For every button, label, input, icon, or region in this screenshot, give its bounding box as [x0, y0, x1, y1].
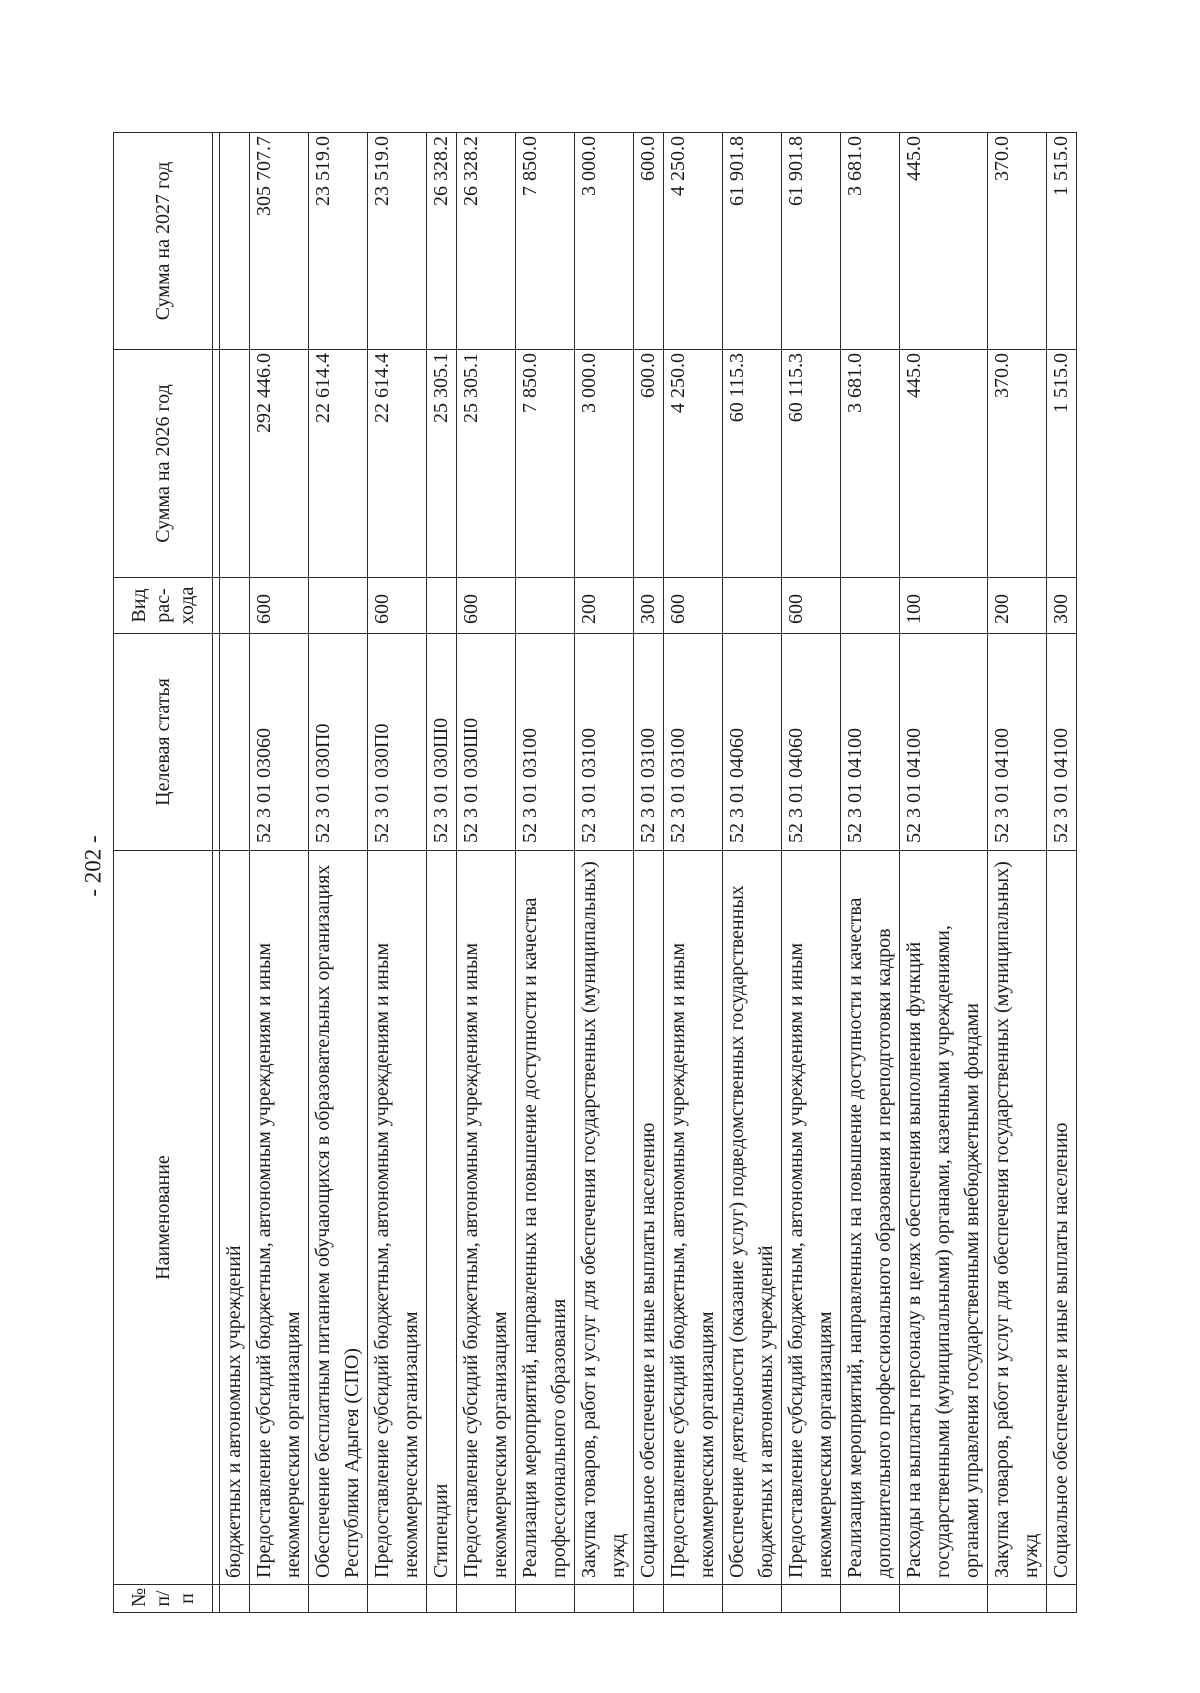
- row-name-cell: Социальное обеспечение и иные выплаты населению: [1047, 851, 1077, 1585]
- row-sum-2026-cell: 370.0: [988, 350, 1047, 578]
- row-code-cell: 52 3 01 030Ш0: [427, 634, 457, 851]
- row-code-cell: 52 3 01 03100: [516, 634, 575, 851]
- row-sum-2027-cell: [220, 133, 250, 350]
- row-number-cell: [782, 1585, 841, 1613]
- spacer-cell: [213, 578, 220, 634]
- row-sum-2027-cell: 26 328.2: [427, 133, 457, 350]
- row-sum-2026-cell: 292 446.0: [250, 350, 309, 578]
- row-sum-2027-cell: 23 519.0: [309, 133, 368, 350]
- row-name-cell: Предоставление субсидий бюджетным, автономным учреждениям и иным некоммерческим организациям: [664, 851, 723, 1585]
- row-sum-2027-cell: 3 000.0: [575, 133, 634, 350]
- row-code-cell: 52 3 01 03100: [634, 634, 664, 851]
- row-expense-type-cell: [220, 578, 250, 634]
- row-sum-2027-cell: 7 850.0: [516, 133, 575, 350]
- row-number-cell: [368, 1585, 427, 1613]
- spacer-cell: [213, 1585, 220, 1613]
- table-row: [1047, 133, 1077, 1613]
- row-name-cell: Социальное обеспечение и иные выплаты населению: [634, 851, 664, 1585]
- table-row: [427, 133, 457, 1613]
- row-code-cell: 52 3 01 04100: [988, 634, 1047, 851]
- row-expense-type-cell: 100: [900, 578, 988, 634]
- row-sum-2026-cell: 60 115.3: [723, 350, 782, 578]
- row-sum-2027-cell: 61 901.8: [723, 133, 782, 350]
- row-sum-2026-cell: 22 614.4: [309, 350, 368, 578]
- row-expense-type-cell: 300: [634, 578, 664, 634]
- row-number-cell: [1047, 1585, 1077, 1613]
- row-code-cell: 52 3 01 030Ш0: [457, 634, 516, 851]
- header-name: Наименование: [114, 851, 213, 1585]
- row-name-cell: Обеспечение бесплатным питанием обучающихся в образовательных организациях Республики Адыгея (СПО): [309, 851, 368, 1585]
- page-number: [74, 835, 114, 897]
- spacer-cell: [213, 851, 220, 1585]
- row-code-cell: 52 3 01 03100: [664, 634, 723, 851]
- rotated-page-content: [113, 133, 1072, 1613]
- row-expense-type-cell: [516, 578, 575, 634]
- row-code-cell: 52 3 01 03060: [250, 634, 309, 851]
- budget-table: [113, 132, 1077, 1613]
- row-code-cell: 52 3 01 04060: [723, 634, 782, 851]
- row-sum-2026-cell: [220, 350, 250, 578]
- row-number-cell: [457, 1585, 516, 1613]
- header-no: № п/п: [114, 1585, 213, 1613]
- table-row: [988, 133, 1047, 1613]
- table-body: [213, 133, 1077, 1613]
- row-code-cell: 52 3 01 03100: [575, 634, 634, 851]
- row-expense-type-cell: 200: [988, 578, 1047, 634]
- table-row: [900, 133, 988, 1613]
- table-row: [250, 133, 309, 1613]
- row-number-cell: [900, 1585, 988, 1613]
- row-code-cell: 52 3 01 04100: [841, 634, 900, 851]
- row-name-cell: Закупка товаров, работ и услуг для обеспечения государственных (муниципальных) нужд: [988, 851, 1047, 1585]
- header-vid: Вид рас- хода: [114, 578, 213, 634]
- row-sum-2027-cell: 61 901.8: [782, 133, 841, 350]
- row-name-cell: Реализация мероприятий, направленных на повышение доступности и качества дополнительного профессионального образования и переподготовки кадров: [841, 851, 900, 1585]
- row-number-cell: [634, 1585, 664, 1613]
- page-number-text: - 202 -: [81, 835, 107, 897]
- row-number-cell: [427, 1585, 457, 1613]
- table-row: [782, 133, 841, 1613]
- row-number-cell: [516, 1585, 575, 1613]
- row-number-cell: [575, 1585, 634, 1613]
- row-number-cell: [723, 1585, 782, 1613]
- table-row: [457, 133, 516, 1613]
- row-code-cell: 52 3 01 04060: [782, 634, 841, 851]
- row-sum-2026-cell: 25 305.1: [457, 350, 516, 578]
- row-expense-type-cell: 600: [250, 578, 309, 634]
- row-number-cell: [309, 1585, 368, 1613]
- row-name-cell: Расходы на выплаты персоналу в целях обеспечения выполнения функций государственными (муниципальными) органами, казенными учреждениями, органами управления государственными внебюджетными фондами: [900, 851, 988, 1585]
- row-sum-2027-cell: 26 328.2: [457, 133, 516, 350]
- table-row: [723, 133, 782, 1613]
- row-sum-2026-cell: 445.0: [900, 350, 988, 578]
- row-sum-2026-cell: 22 614.4: [368, 350, 427, 578]
- row-sum-2026-cell: 4 250.0: [664, 350, 723, 578]
- header-sum-2026: Сумма на 2026 год: [114, 350, 213, 578]
- row-code-cell: 52 3 01 04100: [900, 634, 988, 851]
- row-expense-type-cell: 600: [457, 578, 516, 634]
- row-name-cell: Предоставление субсидий бюджетным, автономным учреждениям и иным некоммерческим организациям: [457, 851, 516, 1585]
- table-row: [220, 133, 250, 1613]
- table-row: [841, 133, 900, 1613]
- row-number-cell: [220, 1585, 250, 1613]
- row-expense-type-cell: 600: [782, 578, 841, 634]
- row-expense-type-cell: 200: [575, 578, 634, 634]
- table-row: [664, 133, 723, 1613]
- row-code-cell: 52 3 01 030П0: [368, 634, 427, 851]
- row-sum-2026-cell: 1 515.0: [1047, 350, 1077, 578]
- row-sum-2026-cell: 3 000.0: [575, 350, 634, 578]
- spacer-cell: [213, 634, 220, 851]
- header-code: Целевая статья: [114, 634, 213, 851]
- row-sum-2027-cell: 445.0: [900, 133, 988, 350]
- row-sum-2027-cell: 23 519.0: [368, 133, 427, 350]
- header-spacer-row: [213, 133, 220, 1613]
- row-code-cell: [220, 634, 250, 851]
- table-row: [575, 133, 634, 1613]
- row-sum-2027-cell: 370.0: [988, 133, 1047, 350]
- table-row: [634, 133, 664, 1613]
- row-sum-2027-cell: 305 707.7: [250, 133, 309, 350]
- row-expense-type-cell: [841, 578, 900, 634]
- table-row: [368, 133, 427, 1613]
- row-name-cell: Предоставление субсидий бюджетным, автономным учреждениям и иным некоммерческим организациям: [250, 851, 309, 1585]
- row-expense-type-cell: 600: [664, 578, 723, 634]
- table-header: [114, 133, 213, 1613]
- header-sum-2027: Сумма на 2027 год: [114, 133, 213, 350]
- table-row: [309, 133, 368, 1613]
- row-number-cell: [250, 1585, 309, 1613]
- row-expense-type-cell: [427, 578, 457, 634]
- row-sum-2027-cell: 4 250.0: [664, 133, 723, 350]
- row-name-cell: бюджетных и автономных учреждений: [220, 851, 250, 1585]
- row-name-cell: Обеспечение деятельности (оказание услуг) подведомственных государственных бюджетных и автономных учреждений: [723, 851, 782, 1585]
- row-sum-2026-cell: 60 115.3: [782, 350, 841, 578]
- row-name-cell: Реализация мероприятий, направленных на повышение доступности и качества профессионального образования: [516, 851, 575, 1585]
- row-sum-2026-cell: 3 681.0: [841, 350, 900, 578]
- row-sum-2026-cell: 7 850.0: [516, 350, 575, 578]
- row-number-cell: [664, 1585, 723, 1613]
- row-code-cell: 52 3 01 04100: [1047, 634, 1077, 851]
- row-expense-type-cell: 300: [1047, 578, 1077, 634]
- row-name-cell: Стипендии: [427, 851, 457, 1585]
- row-number-cell: [841, 1585, 900, 1613]
- row-expense-type-cell: [723, 578, 782, 634]
- row-sum-2027-cell: 600.0: [634, 133, 664, 350]
- row-sum-2026-cell: 25 305.1: [427, 350, 457, 578]
- spacer-cell: [213, 350, 220, 578]
- row-number-cell: [988, 1585, 1047, 1613]
- row-expense-type-cell: [309, 578, 368, 634]
- row-name-cell: Предоставление субсидий бюджетным, автономным учреждениям и иным некоммерческим организациям: [368, 851, 427, 1585]
- budget-table-frame: [113, 133, 1072, 1613]
- row-sum-2027-cell: 3 681.0: [841, 133, 900, 350]
- table-row: [516, 133, 575, 1613]
- row-code-cell: 52 3 01 030П0: [309, 634, 368, 851]
- row-sum-2027-cell: 1 515.0: [1047, 133, 1077, 350]
- spacer-cell: [213, 133, 220, 350]
- row-name-cell: Закупка товаров, работ и услуг для обеспечения государственных (муниципальных) нужд: [575, 851, 634, 1585]
- row-name-cell: Предоставление субсидий бюджетным, автономным учреждениям и иным некоммерческим организациям: [782, 851, 841, 1585]
- row-expense-type-cell: 600: [368, 578, 427, 634]
- row-sum-2026-cell: 600.0: [634, 350, 664, 578]
